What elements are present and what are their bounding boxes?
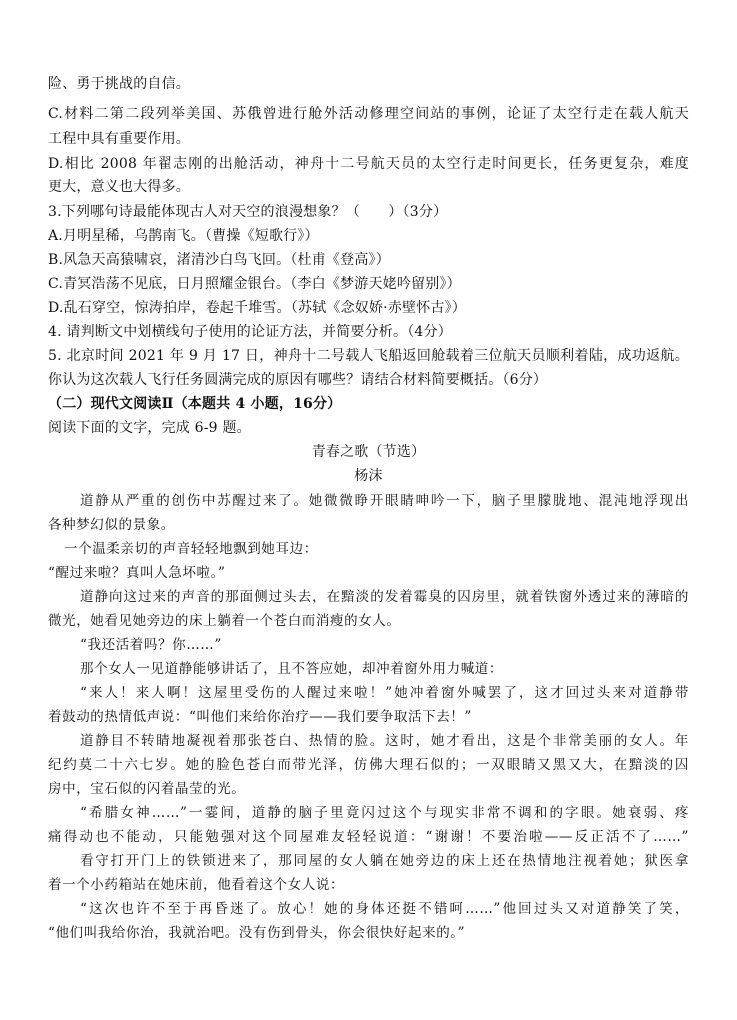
story-title: 青春之歌（节选） <box>311 444 426 460</box>
story-line: 微光，她看见她旁边的床上躺着一个苍白而消瘦的女人。 <box>48 613 401 629</box>
story-line: 纪约莫二十六七岁。她的脸色苍白而带光泽，仿佛大理石似的；一双眼睛又黑又大，在黯淡的囚 <box>48 757 689 773</box>
story-line: “这次也许不至于再昏迷了。放心！她的身体还挺不错呵……”他回过头又对道静笑了笑， <box>80 901 689 917</box>
story-author: 杨沫 <box>354 468 383 484</box>
option-c-line1: C.材料二第二段列举美国、苏俄曾进行舱外活动修理空间站的事例，论证了太空行走在载人航天 <box>48 106 689 122</box>
story-line: 看守打开门上的铁锁进来了，那同屋的女人躺在她旁边的床上还在热情地注视着她；狱医拿 <box>80 853 689 869</box>
option-d-line2: 更大，意义也大得多。 <box>48 179 190 195</box>
story-line: 那个女人一见道静能够讲话了，且不答应她，却冲着窗外用力喊道： <box>80 661 503 677</box>
question-3-option-c: C.青冥浩荡不见底，日月照耀金银台。（李白《梦游天姥吟留别》） <box>48 276 461 292</box>
story-line: 着一个小药箱站在她床前，他看着这个女人说： <box>48 877 345 893</box>
story-line: 各种梦幻似的景象。 <box>48 517 175 533</box>
story-line: 道静向这过来的声音的那面侧过头去，在黯淡的发着霉臭的囚房里，就着铁窗外透过来的薄暗的 <box>80 589 689 605</box>
question-4: 4. 请判断文中划横线句子使用的论证方法，并简要分析。（4分） <box>48 324 452 340</box>
question-3-option-d: D.乱石穿空，惊涛拍岸，卷起千堆雪。（苏轼《念奴娇·赤壁怀古》） <box>48 300 467 316</box>
story-line: “我还活着吗？你……” <box>80 637 222 653</box>
story-line: 房中，宝石似的闪着晶莹的光。 <box>48 781 246 797</box>
story-line: “来人！来人啊！这屋里受伤的人醒过来啦！”她冲着窗外喊罢了，这才回过头来对道静带 <box>80 685 689 701</box>
story-line: 着鼓动的热情低声说：“叫他们来给你治疗——我们要争取活下去！” <box>48 709 472 725</box>
question-5-line1: 5. 北京时间 2021 年 9 月 17 日，神舟十二号载人飞船返回舱载着三位航天员顺利着陆，成功返航。 <box>48 348 689 364</box>
option-b-continuation: 险、勇于挑战的自信。 <box>48 76 190 92</box>
question-3: 3.下列哪句诗最能体现古人对天空的浪漫想象？（ ）（3分） <box>48 204 448 220</box>
option-d-line1: D.相比 2008 年翟志刚的出舱活动，神舟十二号航天员的太空行走时间更长，任务更复杂，难度 <box>48 156 689 172</box>
question-5-line2: 你认为这次载人飞行任务圆满完成的原因有哪些？请结合材料简要概括。（6分） <box>48 372 548 388</box>
option-c-line2: 工程中具有重要作用。 <box>48 131 190 147</box>
story-line: 道静从严重的创伤中苏醒过来了。她微微睁开眼睛呻吟一下，脑子里朦胧地、混沌地浮现出 <box>80 493 689 509</box>
story-line: 道静目不转睛地凝视着那张苍白、热情的脸。这时，她才看出，这是个非常美丽的女人。年 <box>80 733 689 749</box>
story-line: “醒过来啦？真叫人急坏啦。” <box>48 565 226 581</box>
reading-instruction: 阅读下面的文字，完成 6-9 题。 <box>48 420 251 436</box>
section-heading: （二）现代文阅读Ⅱ（本题共 4 小题，16分） <box>48 396 342 412</box>
question-3-option-b: B.风急天高猿啸哀，渚清沙白鸟飞回。（杜甫《登高》） <box>48 252 390 268</box>
question-3-option-a: A.月明星稀，乌鹊南飞。（曹操《短歌行》） <box>48 228 319 244</box>
story-line: 痛得动也不能动，只能勉强对这个同屋难友轻轻说道：“谢谢！不要治啦——反正活不了……” <box>48 829 689 845</box>
story-line: 一个温柔亲切的声音轻轻地飘到她耳边： <box>64 541 318 557</box>
story-line: “他们叫我给你治，我就治吧。没有伤到骨头，你会很快好起来的。” <box>48 925 466 941</box>
story-line: “希腊女神……”一霎间，道静的脑子里竟闪过这个与现实非常不调和的字眼。她衰弱、疼 <box>80 805 689 821</box>
